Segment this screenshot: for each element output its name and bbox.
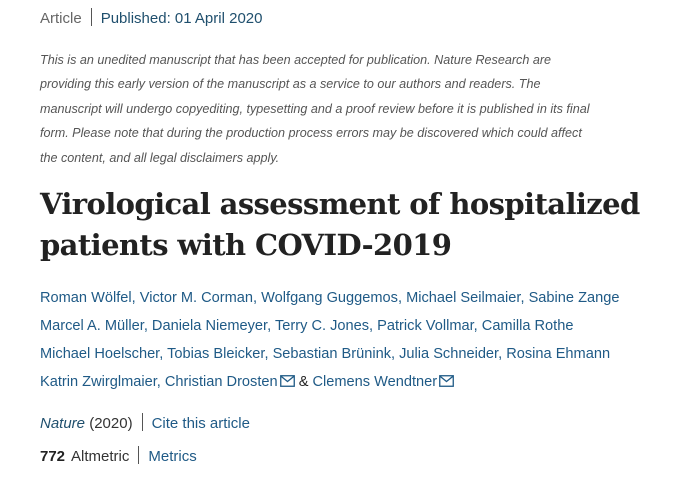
email-icon[interactable]: [280, 369, 295, 397]
author-line: Katrin Zwirglmaier, Christian Drosten & Clemens Wendtner: [40, 368, 660, 397]
author-ampersand: &: [298, 374, 309, 390]
metrics-row: [40, 446, 197, 468]
author-link[interactable]: Roman Wölfel: [40, 290, 132, 306]
author-link[interactable]: Victor M. Corman: [139, 290, 254, 306]
article-type: Article: [40, 10, 82, 27]
published-date: Published: 01 April 2020: [100, 10, 263, 27]
author-link[interactable]: Sabine Zange: [528, 290, 620, 306]
article-meta: [40, 8, 262, 29]
article-title: [40, 184, 660, 266]
author-line: Roman Wölfel, Victor M. Corman, Wolfgang Guggemos, Michael Seilmaier, Sabine Zange: [40, 290, 620, 306]
altmetric-count: 772: [40, 448, 66, 465]
citation-row: [40, 413, 250, 435]
author-link[interactable]: Rosina Ehmann: [506, 346, 611, 362]
disclaimer-line: This is an unedited manuscript that has been accepted for publication. Nature Research are: [40, 53, 552, 67]
author-link[interactable]: Marcel A. Müller: [40, 318, 144, 334]
author-link[interactable]: Camilla Rothe: [481, 318, 574, 334]
publication-year: (2020): [89, 415, 133, 432]
metrics-link[interactable]: Metrics: [148, 448, 197, 465]
author-link[interactable]: Daniela Niemeyer: [151, 318, 268, 334]
title-line: Virological assessment of hospitalized: [40, 187, 640, 221]
author-link[interactable]: Tobias Bleicker: [167, 346, 265, 362]
author-link[interactable]: Wolfgang Guggemos: [261, 290, 398, 306]
manuscript-disclaimer: [40, 48, 650, 170]
disclaimer-line: form. Please note that during the production process errors may be discovered which could affect: [40, 126, 582, 141]
disclaimer-line: the content, and all legal disclaimers apply.: [40, 150, 280, 165]
cite-this-article-link[interactable]: Cite this article: [151, 415, 250, 432]
author-link[interactable]: Katrin Zwirglmaier: [40, 374, 157, 390]
citation-divider: [142, 413, 143, 431]
email-icon[interactable]: [439, 369, 454, 397]
metrics-divider: [138, 446, 139, 464]
author-line: Michael Hoelscher, Tobias Bleicker, Sebastian Brünink, Julia Schneider, Rosina Ehmann: [40, 346, 611, 362]
author-line: Marcel A. Müller, Daniela Niemeyer, Terry C. Jones, Patrick Vollmar, Camilla Rothe: [40, 318, 574, 334]
author-link[interactable]: Michael Hoelscher: [40, 346, 160, 362]
disclaimer-line: manuscript will undergo copyediting, typesetting and a proof review before it is published in its final: [40, 101, 590, 116]
altmetric-label: Altmetric: [71, 448, 130, 465]
journal-name[interactable]: Nature: [40, 415, 86, 432]
meta-divider: [91, 8, 92, 26]
author-link[interactable]: Sebastian Brünink: [272, 346, 392, 362]
title-line: patients with COVID-2019: [40, 228, 452, 262]
author-link[interactable]: Christian Drosten: [164, 374, 278, 390]
author-link[interactable]: Julia Schneider: [399, 346, 499, 362]
author-list: [40, 284, 660, 397]
author-link[interactable]: Patrick Vollmar: [377, 318, 474, 334]
author-link[interactable]: Clemens Wendtner: [312, 374, 438, 390]
disclaimer-line: providing this early version of the manuscript as a service to our authors and readers. The: [40, 77, 541, 92]
author-link[interactable]: Michael Seilmaier: [406, 290, 521, 306]
author-link[interactable]: Terry C. Jones: [274, 318, 370, 334]
